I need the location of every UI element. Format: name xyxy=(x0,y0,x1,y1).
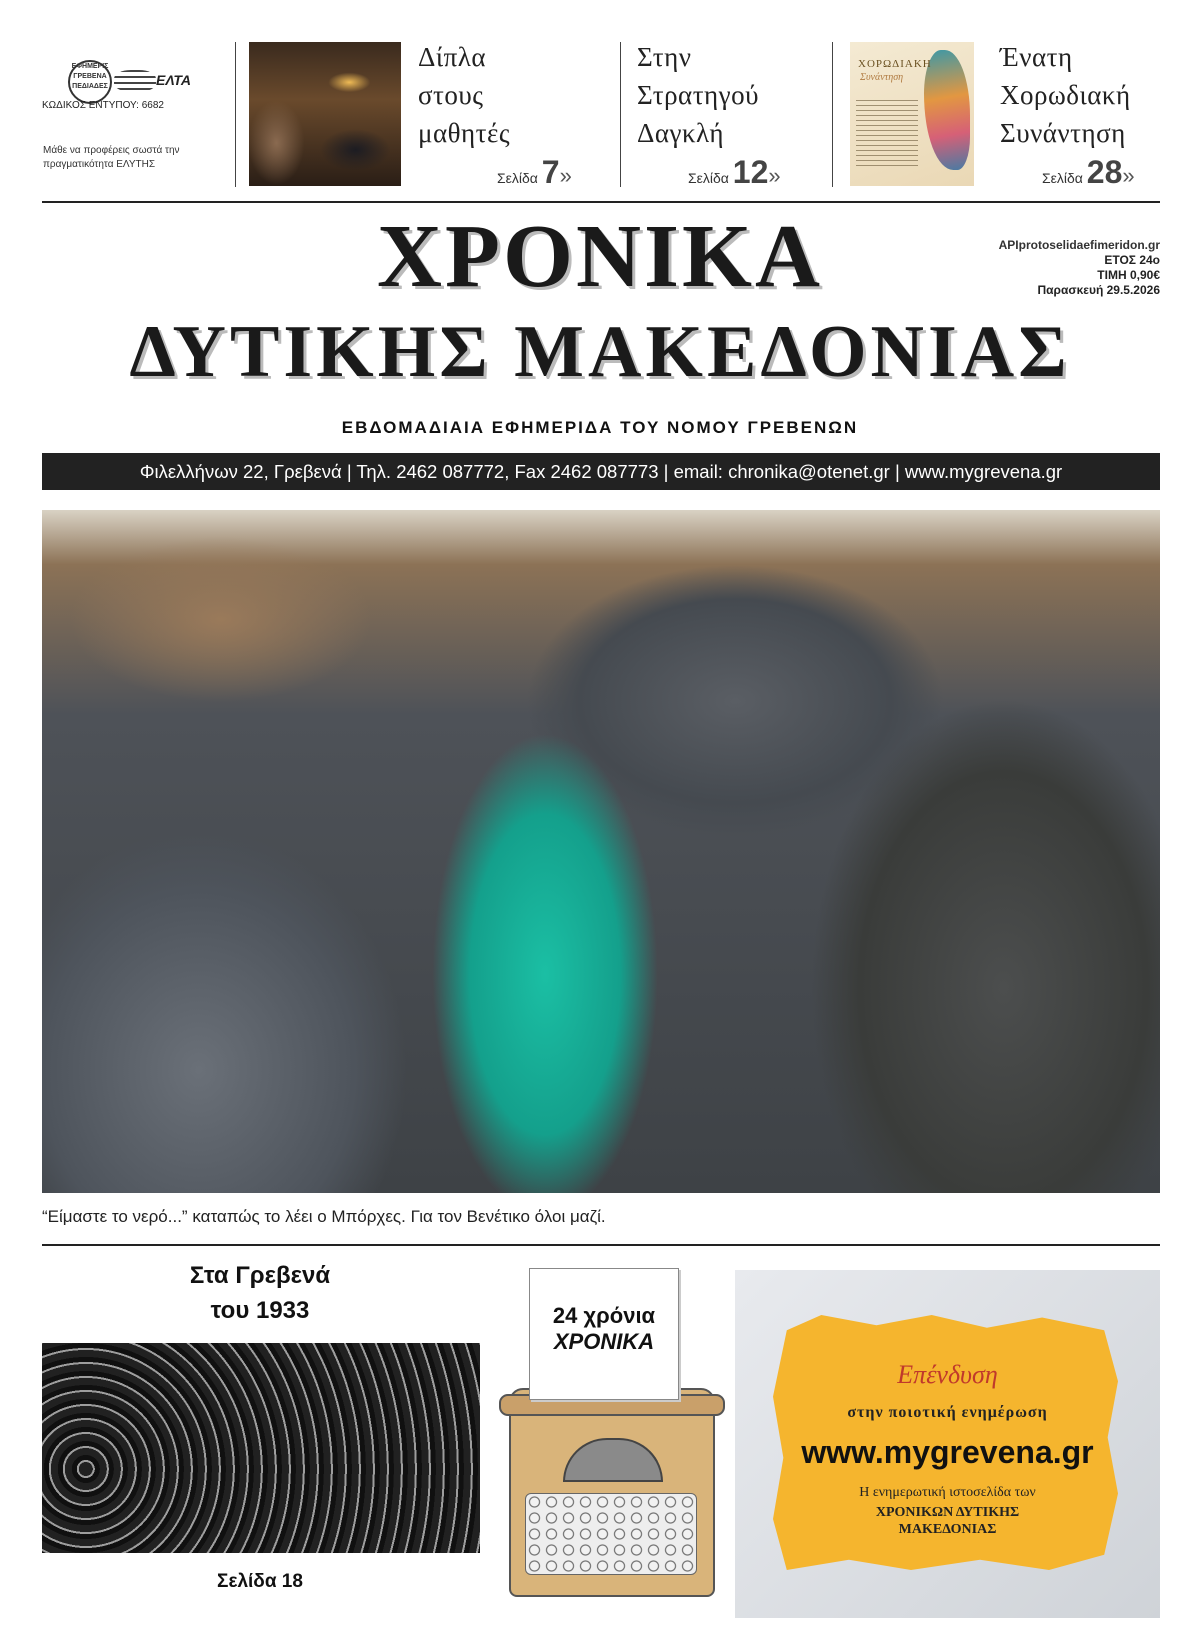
ad-description-brand: ΧΡΟΝΙΚΩΝ ΔΥΤΙΚΗΣ ΜΑΚΕΔΟΝΙΑΣ xyxy=(875,1505,1020,1537)
issue-info xyxy=(999,238,1160,298)
poster-text-lines xyxy=(856,100,918,170)
teaser-line: Δαγκλή xyxy=(637,118,725,148)
typewriter-paper xyxy=(529,1268,679,1400)
postmark-circle: ΕΦΗΜΕΡΙΣ ΓΡΕΒΕΝΑ ΠΕΔΙΑΔΕΣ xyxy=(68,60,112,104)
teaser-line: μαθητές xyxy=(418,118,511,148)
cover-photo-gorge[interactable] xyxy=(42,510,1160,1193)
issue-price: ΤΙΜΗ 0,90€ xyxy=(1097,268,1160,282)
page-number: 12 xyxy=(732,154,769,190)
page-ref-12[interactable] xyxy=(688,154,781,191)
teaser-line: Δίπλα xyxy=(418,42,486,72)
ad-url[interactable]: www.mygrevena.gr xyxy=(801,1434,1094,1470)
postal-stamp xyxy=(40,58,230,118)
anniversary-brand: ΧΡΟΝΙΚΑ xyxy=(553,1329,655,1354)
anniversary-years: 24 χρόνια xyxy=(552,1303,656,1328)
teaser-poster-choir[interactable] xyxy=(850,42,974,186)
chevron-right-icon: » xyxy=(768,163,781,188)
teaser-students[interactable] xyxy=(418,38,510,152)
archive-title-line: του 1933 xyxy=(210,1297,310,1324)
poster-title: ΧΟΡΩΔΙΑΚΗ xyxy=(858,58,932,70)
archive-story[interactable] xyxy=(40,1258,480,1328)
archive-group-photo[interactable] xyxy=(42,1343,480,1553)
ad-headline: Επένδυση xyxy=(897,1360,998,1389)
top-rule xyxy=(42,201,1160,203)
weekly-tagline: ΕΒΔΟΜΑΔΙΑΙΑ ΕΦΗΜΕΡΙΔΑ ΤΟΥ ΝΟΜΟΥ ΓΡΕΒΕΝΩΝ xyxy=(341,418,859,437)
chevron-right-icon: » xyxy=(559,163,572,188)
teaser-choir-meeting[interactable] xyxy=(1000,38,1131,152)
page-ref-28[interactable] xyxy=(1042,154,1135,191)
poster-subtitle: Συνάντηση xyxy=(860,72,904,83)
masthead-subtitle: ΔΥΤΙΚΗΣ ΜΑΚΕΔΟΝΙΑΣ xyxy=(129,311,1071,393)
teaser-line: Στην xyxy=(637,42,692,72)
teaser-line: Χορωδιακή xyxy=(1000,80,1131,110)
issue-year: ΕΤΟΣ 24ο xyxy=(1104,253,1160,267)
issue-date: Παρασκευή 29.5.2026 xyxy=(1037,283,1160,297)
issue-watermark: ΑΡΙprotoselidaefimeridon.gr xyxy=(998,238,1160,252)
chevron-right-icon: » xyxy=(1122,163,1135,188)
page-label: Σελίδα xyxy=(497,170,538,186)
print-code: ΚΩΔΙΚΟΣ ΕΝΤΥΠΟΥ: 6682 xyxy=(42,100,164,111)
typewriter-keyboard xyxy=(525,1493,697,1575)
elytis-quote: Μάθε να προφέρεις σωστά την πραγματικότητα ΕΛΥΤΗΣ xyxy=(43,145,180,170)
teaser-line: στους xyxy=(418,80,484,110)
bottom-rule xyxy=(42,1244,1160,1246)
teaser-line: Στρατηγού xyxy=(637,80,759,110)
page-label: Σελίδα xyxy=(688,170,729,186)
masthead-title: ΧΡΟΝΙΚΑ xyxy=(377,207,823,306)
teaser-photo-students[interactable] xyxy=(249,42,401,186)
teaser-stratigou-dagkli[interactable] xyxy=(637,38,759,152)
anniversary-typewriter xyxy=(505,1268,715,1598)
cover-caption: “Είμαστε το νερό...” καταπώς το λέει ο Μπόρχες. Για τον Βενέτικο όλοι μαζί. xyxy=(42,1207,606,1226)
archive-title-line: Στα Γρεβενά xyxy=(189,1262,331,1289)
ad-subheadline: στην ποιοτική ενημέρωση xyxy=(847,1404,1048,1421)
archive-page-ref[interactable]: Σελίδα 18 xyxy=(217,1571,303,1592)
ad-description: Η ενημερωτική ιστοσελίδα των xyxy=(859,1485,1036,1500)
elta-logo: ΕΛΤΑ xyxy=(156,72,192,88)
mygrevena-ad[interactable] xyxy=(735,1270,1160,1618)
column-divider xyxy=(620,42,621,187)
postmark-wave-lines xyxy=(114,70,156,92)
page-label: Σελίδα xyxy=(1042,170,1083,186)
column-divider xyxy=(832,42,833,187)
teaser-line: Συνάντηση xyxy=(1000,118,1126,148)
column-divider xyxy=(235,42,236,187)
teaser-line: Ένατη xyxy=(1000,42,1073,72)
page-number: 28 xyxy=(1086,154,1123,190)
contact-bar[interactable]: Φιλελλήνων 22, Γρεβενά | Τηλ. 2462 087772, Fax 2462 087773 | email: chronika@otenet.gr | www.mygrevena.gr xyxy=(42,453,1160,490)
page-number: 7 xyxy=(541,154,560,190)
page-ref-7[interactable] xyxy=(497,154,572,191)
